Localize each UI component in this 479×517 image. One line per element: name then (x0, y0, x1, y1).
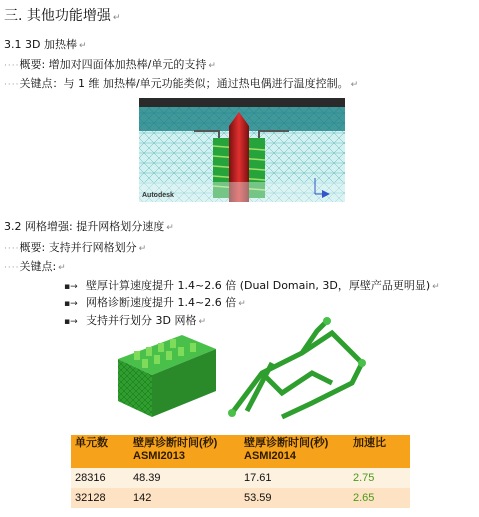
arrow-bullet-icon: ▪→ (64, 317, 78, 327)
keypoints-label-3-2: ····关键点: ↵ (4, 260, 66, 273)
table-row (71, 488, 410, 508)
bullet-item-1: ▪→ 壁厚计算速度提升 1.4~2.6 倍 (Dual Domain, 3D，厚壁产品更明显) ↵ (64, 279, 440, 292)
section-title: 三. 其他功能增强 ↵ (4, 8, 121, 24)
bullet-item-2: ▪→ 网格诊断速度提升 1.4~2.6 倍 ↵ (64, 296, 246, 309)
arrow-bullet-icon: ▪→ (64, 282, 78, 292)
bracket-part (232, 321, 362, 417)
svg-text:Autodesk: Autodesk (142, 192, 174, 199)
overview-3-2: ····概要: 支持并行网格划分 ↵ (4, 241, 147, 254)
keypoint-3-1: ····关键点：与 1 维 加热棒/单元功能类似；通过热电偶进行温度控制。 ↵ (4, 77, 359, 90)
table-cell: 28316 (71, 468, 129, 488)
diagnostic-time-table (71, 435, 410, 508)
heading-3-2: 3.2 网格增强: 提升网格划分速度 ↵ (4, 220, 174, 233)
table-cell: 17.61 (240, 468, 349, 488)
header-cell: 壁厚诊断时间(秒) ASMI2014 (240, 435, 349, 468)
table-header-row (71, 435, 410, 468)
heater-rod-simulation-image (139, 98, 345, 202)
overview-3-1: ····概要: 增加对四面体加热棒/单元的支持 ↵ (4, 58, 216, 71)
header-cell: 加速比 (349, 435, 410, 468)
table-cell: 2.75 (349, 468, 410, 488)
table-cell: 53.59 (240, 488, 349, 508)
table-cell: 2.65 (349, 488, 410, 508)
arrow-bullet-icon: ▪→ (64, 299, 78, 309)
header-cell: 壁厚诊断时间(秒) ASMI2013 (129, 435, 240, 468)
block-part (118, 335, 216, 417)
heading-3-1: 3.1 3D 加热棒 ↵ (4, 38, 87, 51)
table-cell: 32128 (71, 488, 129, 508)
table-cell: 142 (129, 488, 240, 508)
table-cell: 48.39 (129, 468, 240, 488)
mesh-parts-image (112, 313, 372, 425)
header-cell: 单元数 (71, 435, 129, 468)
table-row (71, 468, 410, 488)
bullet-item-3: ▪→ 支持并行划分 3D 网格 ↵ (64, 314, 207, 327)
